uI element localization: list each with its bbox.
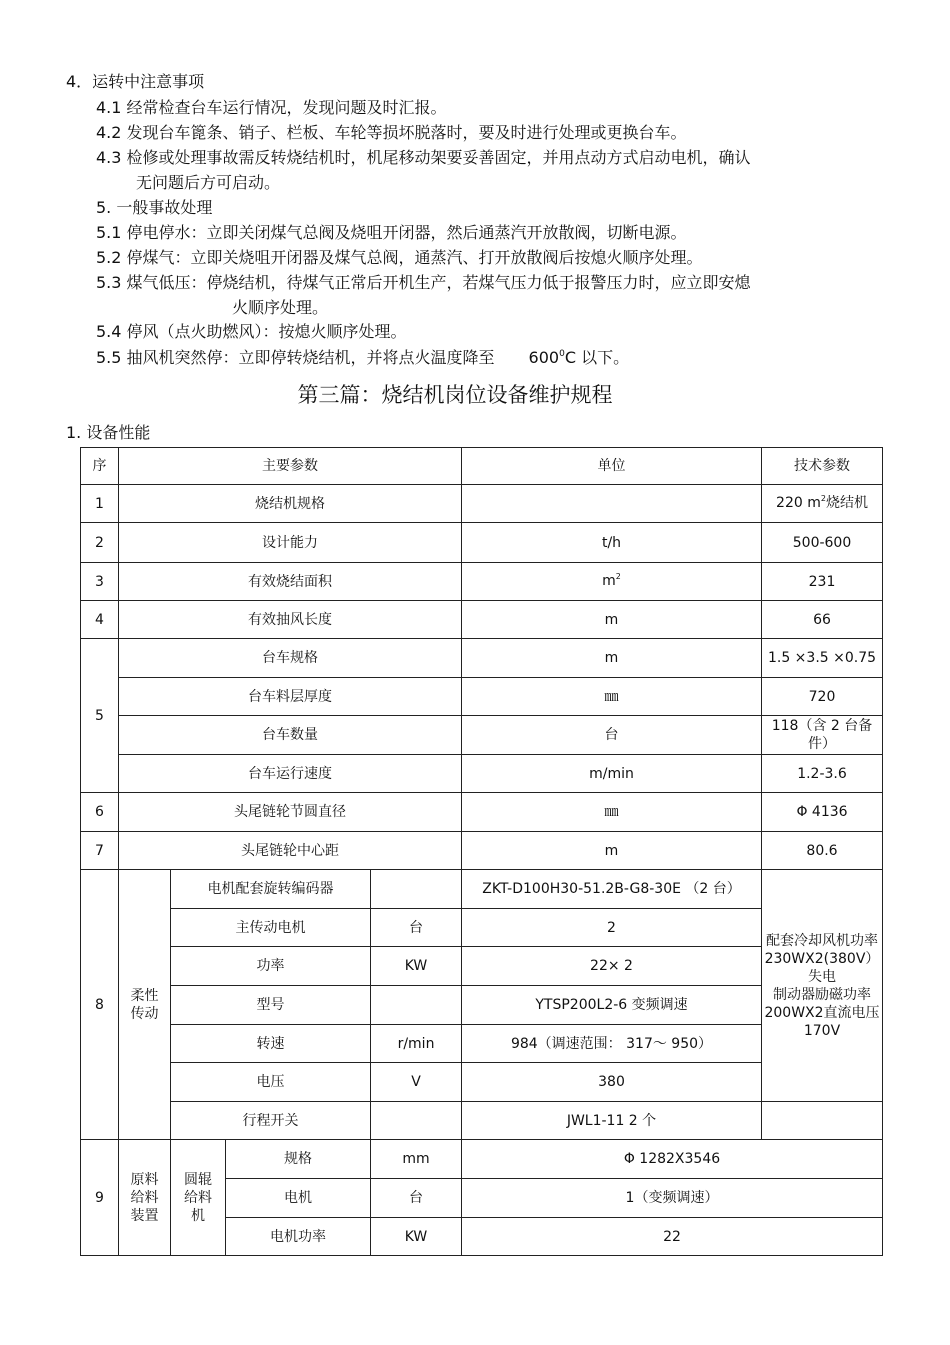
area-suffix: 烧结机 — [825, 494, 868, 511]
row-param: 规格 — [226, 1140, 371, 1179]
row-param: 设计能力 — [119, 523, 462, 563]
list-heading-4: 4．运转中注意事项 — [66, 72, 205, 91]
row-tech: 720 — [762, 678, 883, 716]
item-5-3: 5.3 煤气低压：停烧结机，待煤气正常后开机生产，若煤气压力低于报警压力时，应立即安熄 — [96, 273, 751, 292]
group-seq: 5 — [81, 639, 119, 793]
item-5-1: 5.1 停电停水：立即关闭煤气总阀及烧咀开闭器，然后通蒸汽开放散阀，切断电源。 — [96, 223, 687, 242]
row-seq: 6 — [81, 793, 119, 832]
row-seq: 2 — [81, 523, 119, 563]
section-heading: 1. 设备性能 — [66, 423, 151, 442]
empty-note-cell — [762, 1102, 883, 1140]
flexible-drive-label — [119, 870, 171, 1140]
item-5-4: 5.4 停风（点火助燃风）：按熄火顺序处理。 — [96, 322, 407, 341]
row-tech: YTSP200L2-6 变频调速 — [462, 986, 762, 1025]
square-mark: 2 — [820, 493, 826, 503]
header-param: 主要参数 — [119, 448, 462, 485]
item-5-5-suffix: C 以下。 — [564, 348, 630, 367]
table-header-row — [81, 448, 883, 485]
feeding-device-label — [119, 1140, 171, 1256]
row-unit: KW — [371, 1218, 462, 1256]
table-row — [81, 601, 883, 639]
row-unit: t/h — [462, 523, 762, 563]
row-param: 电压 — [171, 1063, 371, 1102]
row-param: 台车规格 — [119, 639, 462, 678]
table-row — [81, 793, 883, 832]
row-param: 台车运行速度 — [119, 755, 462, 793]
row-param: 行程开关 — [171, 1102, 371, 1140]
row-unit: ㎜ — [462, 678, 762, 716]
row-param: 烧结机规格 — [119, 485, 462, 523]
item-5-5-text: 5.5 抽风机突然停：立即停转烧结机，并将点火温度降至 — [96, 348, 495, 367]
row-unit: r/min — [371, 1025, 462, 1063]
label-line: 传动 — [130, 1005, 159, 1022]
table-row — [81, 678, 883, 716]
degree-mark: 0 — [559, 349, 565, 359]
row-unit — [371, 1102, 462, 1140]
row-unit — [371, 986, 462, 1025]
item-5-3-cont: 火顺序处理。 — [232, 298, 329, 317]
row-param: 转速 — [171, 1025, 371, 1063]
row-tech: 1.5 ×3.5 ×0.75 — [762, 639, 883, 678]
note-line: 170V — [803, 1022, 841, 1039]
note-line: 230WX2(380V）失电 — [764, 950, 880, 985]
row-tech: 500-600 — [762, 523, 883, 563]
row-unit: ㎜ — [462, 793, 762, 832]
table-row — [81, 485, 883, 523]
row-unit: KW — [371, 947, 462, 986]
table-row — [81, 1102, 883, 1140]
row-unit: m — [462, 832, 762, 870]
row-tech: 66 — [762, 601, 883, 639]
header-unit: 单位 — [462, 448, 762, 485]
row-param: 台车数量 — [119, 716, 462, 755]
row-param: 有效烧结面积 — [119, 563, 462, 601]
item-4-1: 4.1 经常检查台车运行情况，发现问题及时汇报。 — [96, 98, 447, 117]
area-prefix: 220 m — [776, 494, 821, 511]
row-param: 电机配套旋转编码器 — [171, 870, 371, 909]
row-tech: 80.6 — [762, 832, 883, 870]
side-note — [762, 870, 883, 1102]
header-seq: 序 — [81, 448, 119, 485]
table-row — [81, 523, 883, 563]
label-line: 机 — [191, 1207, 205, 1224]
chapter-title: 第三篇：烧结机岗位设备维护规程 — [297, 383, 613, 407]
row-tech: 984（调速范围： 317～ 950） — [462, 1025, 762, 1063]
row-param: 头尾链轮中心距 — [119, 832, 462, 870]
label-line: 柔性 — [130, 987, 159, 1004]
row-tech: 1.2-3.6 — [762, 755, 883, 793]
table-row — [81, 563, 883, 601]
note-line: 配套冷却风机功率 — [766, 932, 878, 949]
row-param: 电机 — [226, 1179, 371, 1218]
row-param: 主传动电机 — [171, 909, 371, 947]
row-unit — [462, 563, 762, 601]
row-unit: mm — [371, 1140, 462, 1179]
list-heading-5: 5. 一般事故处理 — [96, 198, 213, 217]
row-seq: 4 — [81, 601, 119, 639]
table-row — [81, 832, 883, 870]
row-tech: 118（含 2 台备件） — [762, 716, 883, 755]
table-row — [81, 1140, 883, 1179]
item-5-5 — [96, 348, 629, 371]
table-row — [81, 639, 883, 678]
row-tech — [762, 485, 883, 523]
note-line: 200WX2直流电压 — [764, 1004, 880, 1021]
row-unit — [462, 485, 762, 523]
row-tech: Φ 1282X3546 — [462, 1140, 883, 1179]
row-tech: 2 — [462, 909, 762, 947]
item-4-3-cont: 无问题后方可启动。 — [136, 173, 281, 192]
row-tech: 231 — [762, 563, 883, 601]
row-param: 型号 — [171, 986, 371, 1025]
row-unit — [371, 870, 462, 909]
row-unit: m/min — [462, 755, 762, 793]
row-unit: 台 — [371, 909, 462, 947]
label-line: 圆辊 — [184, 1171, 212, 1188]
table-row — [81, 870, 883, 909]
group-seq: 9 — [81, 1140, 119, 1256]
item-4-2: 4.2 发现台车篦条、销子、栏板、车轮等损坏脱落时，要及时进行处理或更换台车。 — [96, 123, 687, 142]
table-row — [81, 716, 883, 755]
row-seq: 7 — [81, 832, 119, 870]
equipment-spec-table — [80, 447, 883, 1256]
label-line: 给料 — [130, 1189, 159, 1206]
label-line: 给料 — [184, 1189, 212, 1206]
row-tech: ZKT-D100H30-51.2B-G8-30E （2 台） — [462, 870, 762, 909]
row-tech: 22 — [462, 1218, 883, 1256]
label-line: 原料 — [130, 1171, 159, 1188]
row-param: 电机功率 — [226, 1218, 371, 1256]
note-line: 制动器励磁功率 — [773, 986, 871, 1003]
row-tech: 22× 2 — [462, 947, 762, 986]
row-tech: 1（变频调速） — [462, 1179, 883, 1218]
row-tech: JWL1-11 2 个 — [462, 1102, 762, 1140]
row-unit: 台 — [371, 1179, 462, 1218]
row-seq: 1 — [81, 485, 119, 523]
row-unit: 台 — [462, 716, 762, 755]
row-param: 头尾链轮节圆直径 — [119, 793, 462, 832]
item-5-2: 5.2 停煤气：立即关烧咀开闭器及煤气总阀，通蒸汽、打开放散阀后按熄火顺序处理。 — [96, 248, 703, 267]
row-tech: 380 — [462, 1063, 762, 1102]
table-row — [81, 755, 883, 793]
header-tech: 技术参数 — [762, 448, 883, 485]
group-seq: 8 — [81, 870, 119, 1140]
item-4-3: 4.3 检修或处理事故需反转烧结机时，机尾移动架要妥善固定，并用点动方式启动电机，确认 — [96, 148, 751, 167]
row-seq: 3 — [81, 563, 119, 601]
label-line: 装置 — [130, 1207, 159, 1224]
temperature-value: 600 — [528, 348, 560, 367]
row-param: 功率 — [171, 947, 371, 986]
row-param: 有效抽风长度 — [119, 601, 462, 639]
roller-feeder-label — [171, 1140, 226, 1256]
row-unit: m — [462, 639, 762, 678]
row-tech: Φ 4136 — [762, 793, 883, 832]
unit-base: m — [602, 572, 616, 589]
row-param: 台车料层厚度 — [119, 678, 462, 716]
row-unit: m — [462, 601, 762, 639]
square-mark: 2 — [615, 571, 621, 581]
row-unit: V — [371, 1063, 462, 1102]
